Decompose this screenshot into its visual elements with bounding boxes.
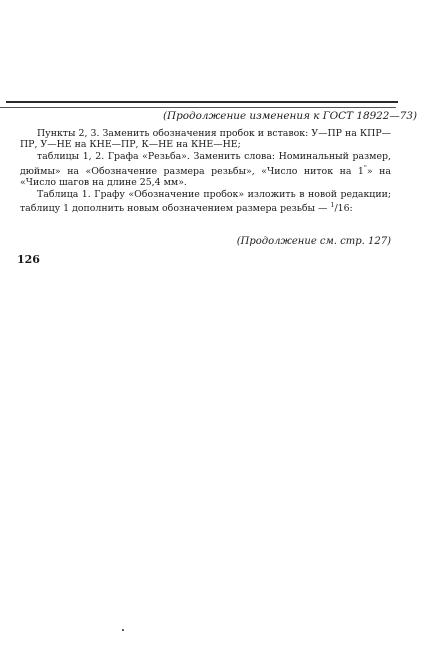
paragraph-2-tail: » на «Число шагов на длине 25,4 мм». — [20, 165, 391, 188]
body-text — [20, 128, 391, 216]
paragraph-tables-1-2 — [20, 151, 391, 188]
header-continuation-note: (Продолжение изменения к ГОСТ 18922—73) — [163, 110, 418, 122]
paragraph-2-text: таблицы 1, 2. Графа «Резьба». Заменить слова: Номинальный размер, дюймы» на «Обозначение размера резьбы», «Число ниток на 1 — [20, 151, 391, 177]
continued-note: (Продолжение см. стр. 127) — [236, 236, 391, 247]
fraction-denominator: /16: — [334, 203, 353, 215]
paragraph-table-1 — [20, 189, 391, 215]
page-number: 126 — [17, 253, 40, 266]
paragraph-items-2-3 — [20, 128, 391, 150]
header-rule-thin — [0, 107, 396, 108]
fraction-numerator: 1 — [330, 201, 335, 210]
paragraph-1-text: Пункты 2, 3. Заменить обозначения пробок и вставок: У—ПР на КПР—ПР, У—НЕ на КНЕ—ПР, К—НЕ на КНЕ—НЕ; — [20, 128, 391, 151]
inch-mark: " — [363, 163, 367, 172]
scan-speck — [122, 629, 124, 631]
header-rule — [6, 101, 398, 103]
paragraph-3-text: Таблица 1. Графу «Обозначение пробок» изложить в новой редакции; таблицу 1 дополнить новым обозначением размера резьбы — — [20, 189, 391, 215]
